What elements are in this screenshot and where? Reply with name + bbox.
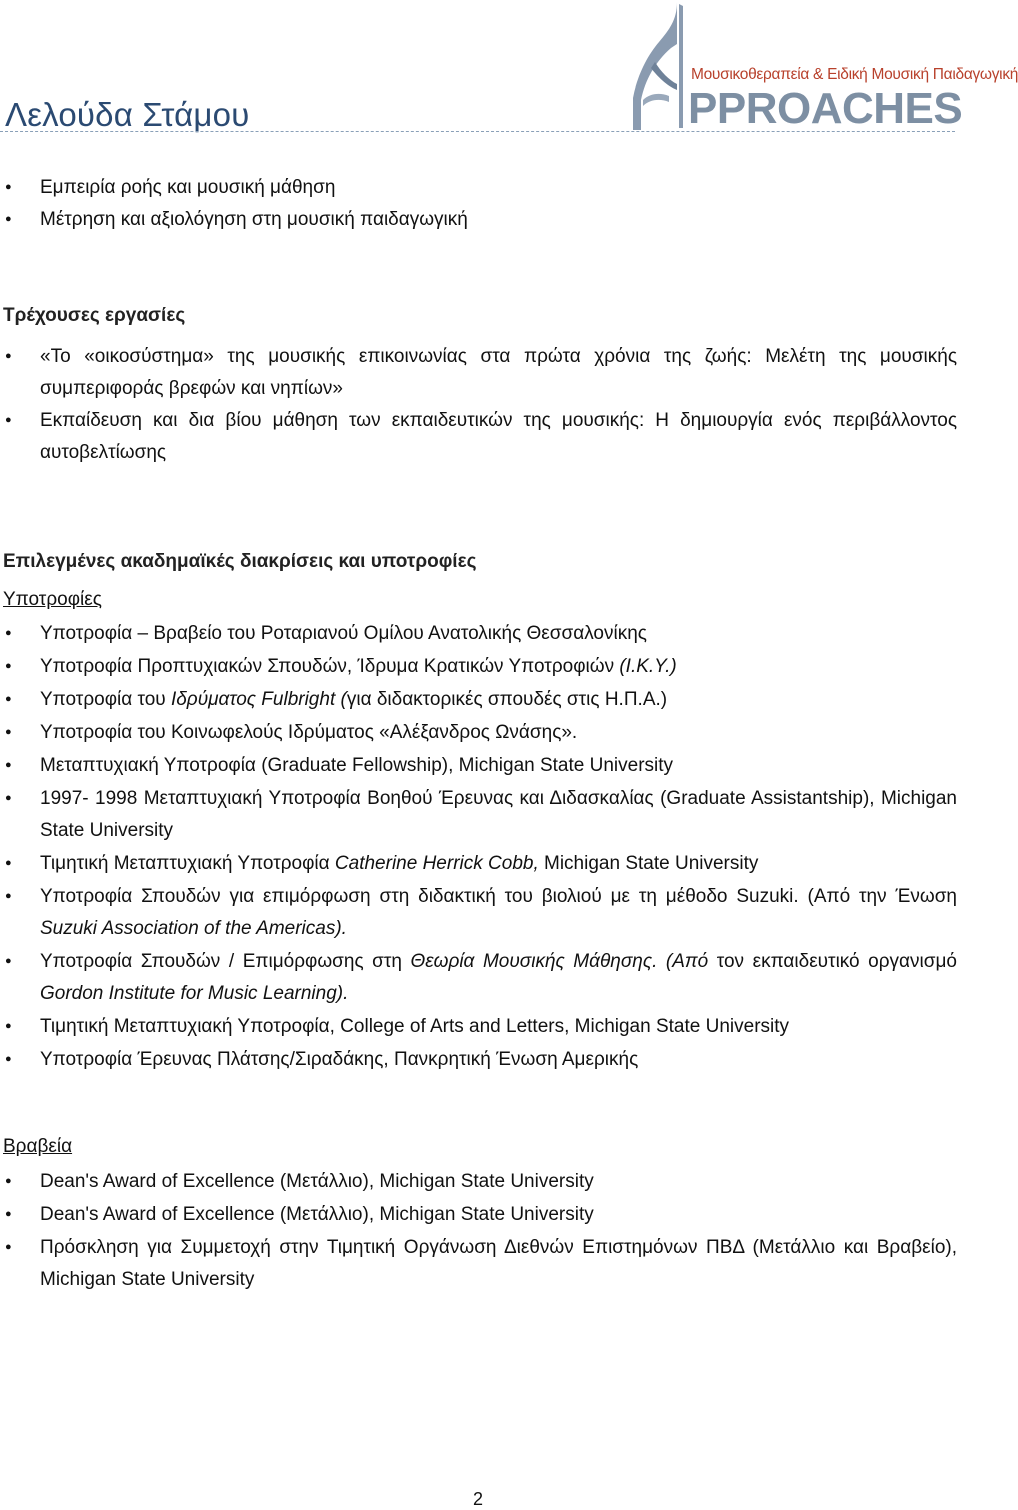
list-item: ● 1997- 1998 Μεταπτυχιακή Υποτροφία Βοηθού Έρευνας και Διδασκαλίας (Graduate Assistantship), Michigan State University (0, 783, 957, 847)
page-title: Λελούδα Στάμου (5, 96, 250, 133)
bullet-icon (5, 1166, 17, 1199)
bullet-icon (5, 684, 17, 717)
bullet-icon (5, 881, 17, 914)
bullet-icon (5, 405, 17, 438)
distinctions-heading: Επιλεγμένες ακαδημαϊκές διακρίσεις και υποτροφίες (3, 551, 477, 572)
title-divider (0, 131, 955, 132)
logo-name: PPROACHES (688, 84, 963, 133)
list-item: ● Υποτροφία Έρευνας Πλάτσης/Σιραδάκης, Πανκρητική Ένωση Αμερικής (0, 1044, 957, 1076)
interests-list (0, 172, 957, 236)
list-item: ● Μέτρηση και αξιολόγηση στη μουσική παιδαγωγική (0, 204, 957, 236)
list-item: ● Πρόσκληση για Συμμετοχή στην Τιμητική Οργάνωση Διεθνών Επιστημόνων ΠΒΔ (Μετάλλιο και Βραβείο), Michigan State University (0, 1232, 957, 1296)
bullet-icon (5, 651, 17, 684)
bullet-icon (5, 1199, 17, 1232)
bullet-icon (5, 750, 17, 783)
bullet-icon (5, 946, 17, 979)
current-work-list (0, 341, 957, 469)
logo-subtitle: Μουσικοθεραπεία & Ειδική Μουσική Παιδαγωγική (691, 66, 1018, 83)
list-item: ● Εμπειρία ροής και μουσική μάθηση (0, 172, 957, 204)
bullet-icon (5, 341, 17, 374)
list-item: ● Τιμητική Μεταπτυχιακή Υποτροφία Catherine Herrick Cobb, Michigan State University (0, 848, 957, 880)
list-item: ● Υποτροφία – Βραβείο του Ροταριανού Ομίλου Ανατολικής Θεσσαλονίκης (0, 618, 957, 650)
list-item: ● Υποτροφία Σπουδών / Επιμόρφωσης στη Θεωρία Μουσικής Μάθησης. (Από τον εκπαιδευτικό οργανισμό Gordon Institute for Music Learning). (0, 946, 957, 1010)
bullet-icon (5, 783, 17, 816)
list-item: ● Εκπαίδευση και δια βίου μάθηση των εκπαιδευτικών της μουσικής: Η δημιουργία ενός περιβάλλοντος αυτοβελτίωσης (0, 405, 957, 469)
scholarships-heading: Υποτροφίες (3, 589, 102, 610)
bullet-icon (5, 204, 17, 237)
scholarships-list (0, 618, 957, 1077)
bullet-icon (5, 172, 17, 205)
approaches-logo (625, 0, 1018, 140)
list-item: ● Τιμητική Μεταπτυχιακή Υποτροφία, College of Arts and Letters, Michigan State University (0, 1011, 957, 1043)
current-work-heading: Τρέχουσες εργασίες (3, 305, 186, 326)
list-item: ● Υποτροφία Σπουδών για επιμόρφωση στη διδακτική του βιολιού με τη μέθοδο Suzuki. (Από την Ένωση Suzuki Association of the Americas). (0, 881, 957, 945)
awards-list (0, 1166, 957, 1297)
list-item: ● Dean's Award of Excellence (Μετάλλιο), Michigan State University (0, 1166, 957, 1198)
list-item: ● Dean's Award of Excellence (Μετάλλιο), Michigan State University (0, 1199, 957, 1231)
list-item: ● «Το «οικοσύστημα» της μουσικής επικοινωνίας στα πρώτα χρόνια της ζωής: Μελέτη της μουσικής συμπεριφοράς βρεφών και νηπίων» (0, 341, 957, 405)
list-item: ● Υποτροφία Προπτυχιακών Σπουδών, Ίδρυμα Κρατικών Υποτροφιών (Ι.Κ.Υ.) (0, 651, 957, 683)
bullet-icon (5, 717, 17, 750)
list-item: ● Υποτροφία του Ιδρύματος Fulbright (για διδακτορικές σπουδές στις Η.Π.Α.) (0, 684, 957, 716)
list-item: ● Υποτροφία του Κοινωφελούς Ιδρύματος «Αλέξανδρος Ωνάσης». (0, 717, 957, 749)
bullet-icon (5, 618, 17, 651)
awards-heading: Βραβεία (3, 1136, 73, 1157)
bullet-icon (5, 1044, 17, 1077)
list-item: ● Μεταπτυχιακή Υποτροφία (Graduate Fellowship), Michigan State University (0, 750, 957, 782)
bullet-icon (5, 848, 17, 881)
bullet-icon (5, 1011, 17, 1044)
page-number: 2 (473, 1489, 484, 1509)
bullet-icon (5, 1232, 17, 1265)
